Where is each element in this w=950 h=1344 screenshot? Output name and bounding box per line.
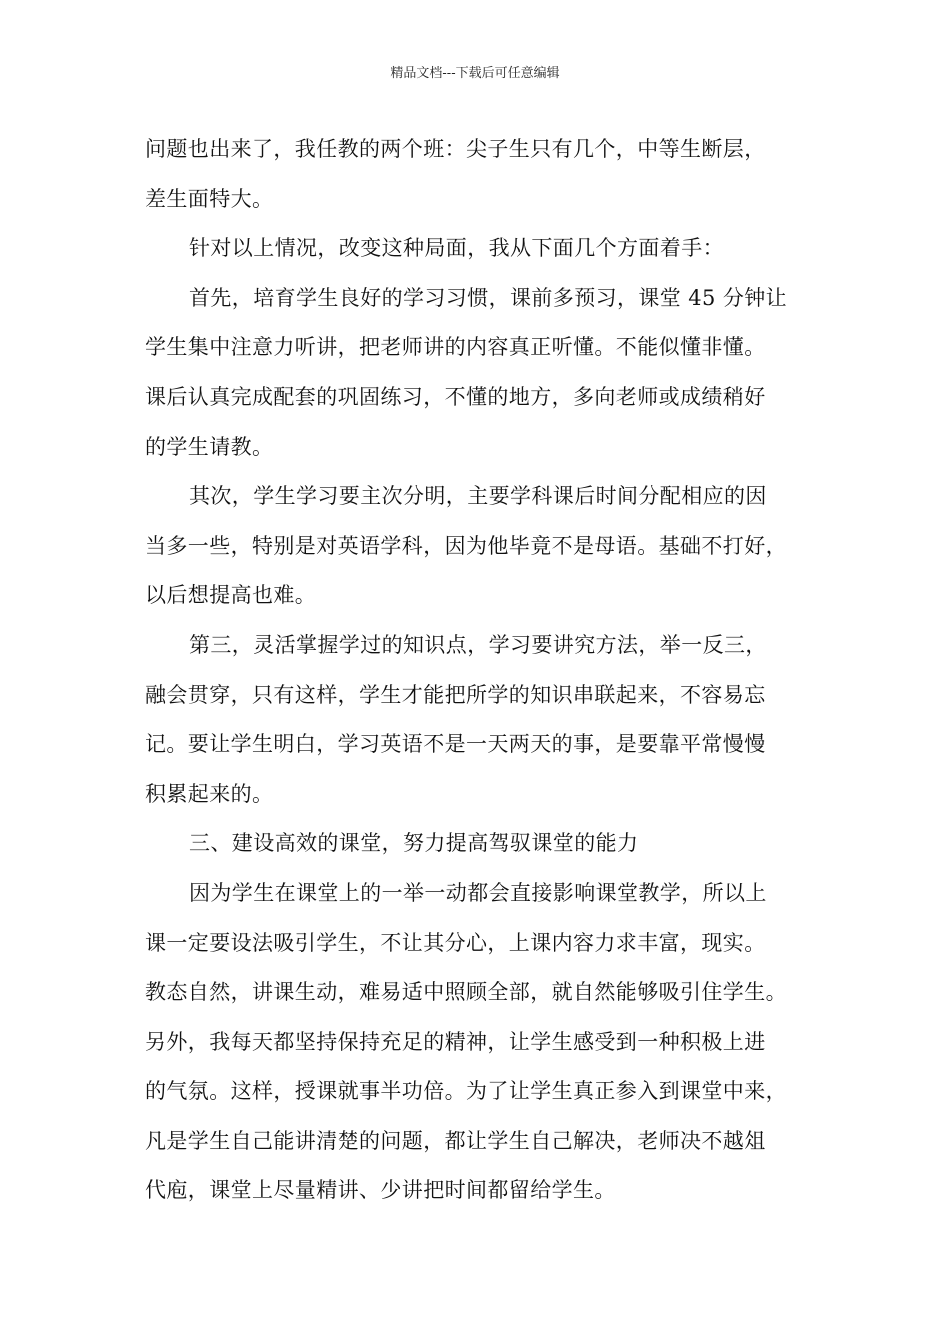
- text-line: 凡是学生自己能讲清楚的问题，都让学生自己解决，老师决不越俎: [145, 1128, 766, 1153]
- text-line: 课一定要设法吸引学生，不让其分心，上课内容力求丰富，现实。: [145, 930, 766, 955]
- paragraph-start-line: 第三，灵活掌握学过的知识点，学习要讲究方法，举一反三，: [189, 632, 767, 657]
- text-line: 学生集中注意力听讲，把老师讲的内容真正听懂。不能似懂非懂。: [145, 335, 766, 360]
- paragraph-start-line: 首先，培育学生良好的学习习惯，课前多预习，课堂 45 分钟让: [189, 285, 788, 310]
- text-line: 的学生请教。: [145, 434, 274, 459]
- text-line: 的气氛。这样，授课就事半功倍。为了让学生真正参入到课堂中来，: [145, 1079, 787, 1104]
- text-line: 差生面特大。: [145, 186, 274, 211]
- text-line: 当多一些，特别是对英语学科，因为他毕竟不是母语。基础不打好，: [145, 533, 787, 558]
- text-line: 另外，我每天都坚持保持充足的精神，让学生感受到一种积极上进: [145, 1029, 766, 1054]
- page-header: 精品文档---下载后可任意编辑: [390, 66, 560, 81]
- text-line: 以后想提高也难。: [145, 583, 317, 608]
- text-line: 教态自然，讲课生动，难易适中照顾全部，就自然能够吸引住学生。: [145, 980, 787, 1005]
- paragraph-start-line: 其次，学生学习要主次分明，主要学科课后时间分配相应的因: [189, 484, 767, 509]
- text-line: 记。要让学生明白，学习英语不是一天两天的事，是要靠平常慢慢: [145, 732, 766, 757]
- paragraph-start-line: 因为学生在课堂上的一举一动都会直接影响课堂教学，所以上: [189, 880, 767, 905]
- text-line: 积累起来的。: [145, 781, 274, 806]
- text-line: 课后认真完成配套的巩固练习，不懂的地方，多向老师或成绩稍好: [145, 384, 766, 409]
- text-line: 融会贯穿，只有这样，学生才能把所学的知识串联起来，不容易忘: [145, 682, 766, 707]
- paragraph-start-line: 针对以上情况，改变这种局面，我从下面几个方面着手：: [189, 236, 724, 261]
- text-line: 代庖，课堂上尽量精讲、少讲把时间都留给学生。: [145, 1178, 616, 1203]
- document-body: [145, 125, 813, 1216]
- text-line: 问题也出来了，我任教的两个班：尖子生只有几个，中等生断层，: [145, 137, 766, 161]
- section-heading: 三、建设高效的课堂，努力提高驾驭课堂的能力: [189, 831, 639, 856]
